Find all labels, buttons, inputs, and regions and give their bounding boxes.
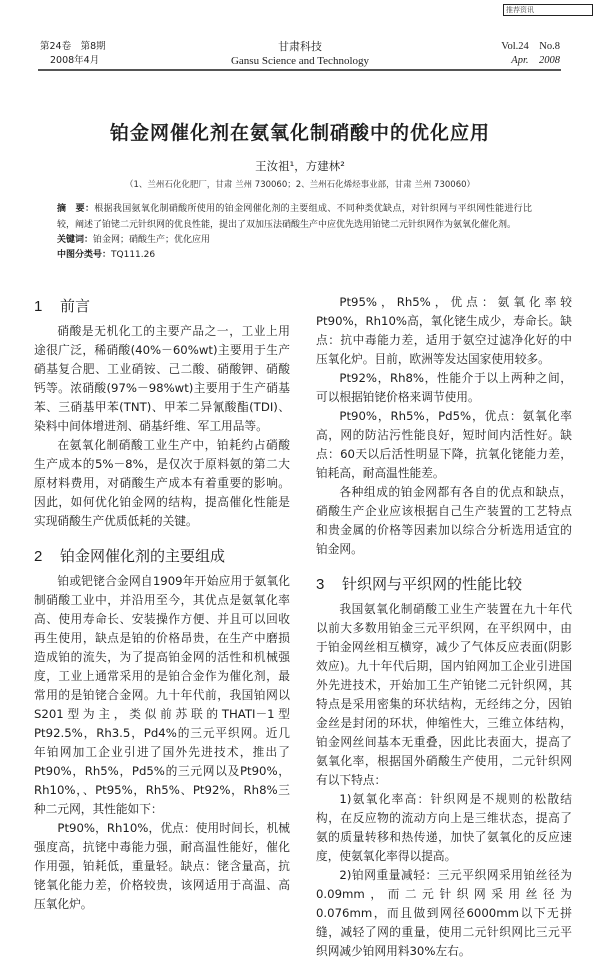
affiliation: （1、兰州石化化肥厂，甘肃 兰州 730060；2、兰州石化烯烃事业部，甘肃 兰州 730060） <box>124 180 476 190</box>
date-en: Apr. 2008 <box>511 55 560 66</box>
classification <box>57 248 532 263</box>
section-title: 前言 <box>60 297 91 315</box>
paragraph: 硝酸是无机化工的主要产品之一，工业上用途很广泛，稀硝酸(40%－60%wt)主要用于生产硝基复合肥、工业硝铵、己二酸、硝酸钾、硝酸钙等。浓硝酸(97%－98%wt)主要用于生产硝基苯、三硝基甲苯(TNT)、甲苯二异氰酸酯(TDI)、染料中间体增进剂、硝基纤维、军工用品等。 <box>34 324 290 433</box>
keywords-text: 铂金网；硝酸生产；优化应用 <box>93 235 211 245</box>
paragraph: 铂或钯铑合金网自1909年开始应用于氨氧化制硝酸工业中，并沿用至今，其优点是氨氧化率高、使用寿命长、安装操作方便、并且可以回收再生使用，缺点是铂的价格昂贵，在生产中磨损造成铂的流失，为了提高铂金网的活性和机械强度，工业上通常采用的是铂合金作为催化剂，最常用的是铂铑合金网。九十年代前，我国铂网以S201型为主，类似前苏联的THATI－1型Pt92.5%，Rh3.5，Pd4%的三元平织网。近几年铂网加工企业引进了国外先进技术，推出了Pt90%，Rh5%，Pd5%的三元网以及Pt90%，Rh10%，、Pt95%，Rh5%、Pt92%，Rh8%三种二元网，其性能如下： <box>34 574 290 816</box>
section-number: 1 <box>34 298 43 315</box>
authors: 王汝祖¹，方建林² <box>255 159 345 173</box>
section-number: 2 <box>34 548 43 565</box>
right-column <box>316 293 572 961</box>
paragraph: Pt95%，Rh5%，优点：氨氧化率较Pt90%，Rh10%高，氧化铑生成少，寿命长。缺点：抗中毒能力差，适用于氨空过滤净化好的中压氧化炉。目前，欧洲等发达国家使用较多。 <box>316 295 572 366</box>
volume-issue-cn: 第24卷 第8期 <box>40 41 106 52</box>
journal-name-cn: 甘肃科技 <box>278 40 322 53</box>
paragraph: Pt90%，Rh10%，优点：使用时间长，机械强度高，抗铑中毒能力强，耐高温性能好，催化作用强，铂耗低，重量轻。缺点：铑含量高，抗铑氧化能力差，价格较贵，该网适用于高温、高压氧化炉。 <box>34 821 290 911</box>
paragraph: 我国氨氧化制硝酸工业生产装置在九十年代以前大多数用铂金三元平织网，在平织网中，由于铂金网丝相互横穿，减少了气体反应表面(阴影效应)。九十年代后期，国内铂网加工企业引进国外先进技术，开始加工生产铂铑二元针织网，其特点是采用密集的环状结构，无经纬之分，因铂金丝是封闭的环状，伸缩性大，三维立体结构，铂金网丝间基本无重叠，因此比表面大，提高了氨氧化率，根据国外硝酸生产使用，二元针织网有以下特点： <box>316 602 572 787</box>
classification-label: 中图分类号： <box>57 250 112 260</box>
section-title: 针织网与平织网的性能比较 <box>342 575 523 593</box>
paper-title: 铂金网催化剂在氨氧化制硝酸中的优化应用 <box>109 122 490 144</box>
paragraph: 2)铂网重量减轻：三元平织网采用铂丝径为0.09mm，而二元针织网采用丝径为0.076mm，而且做到网径6000mm以下无拼缝，减轻了网的重量，使用二元针织网比三元平织网减少铂网用料30%左右。 <box>316 868 572 958</box>
abstract <box>57 201 532 233</box>
journal-name-en: Gansu Science and Technology <box>230 55 369 67</box>
keywords <box>57 233 532 248</box>
abstract-text: 根据我国氨氧化制硝酸所使用的铂金网催化剂的主要组成、不同种类优缺点，对针织网与平织网性能进行比较，阐述了铂铑二元针织网的优良性能，提出了双加压法硝酸生产中应优先选用铂铑二元针织网作为氨氧化催化剂。 <box>57 204 532 230</box>
recommended-news-tag[interactable]: 推荐资讯 <box>503 4 593 16</box>
header-rule <box>38 69 561 71</box>
abstract-block <box>57 201 532 263</box>
section-heading <box>34 545 290 568</box>
left-column <box>34 293 290 914</box>
section-heading <box>316 573 572 596</box>
paragraph: 1)氨氧化率高：针织网是不规则的松散结构，在反应物的流动方向上是三维状态，提高了氨的质量转移和热传递，加快了氨氧化的反应速度，使氨氧化率得以提高。 <box>316 792 572 863</box>
header-right <box>501 40 560 68</box>
paragraph: Pt92%，Rh8%，性能介于以上两种之间，可以根据铂铑价格来调节使用。 <box>316 371 572 404</box>
abstract-label: 摘 要： <box>57 204 95 214</box>
section-number: 3 <box>316 576 325 593</box>
paragraph: Pt90%，Rh5%，Pd5%，优点：氨氧化率高，网的防沾污性能良好，短时间内活性好。缺点：60天以后活性明显下降，抗氧化铑能力差，铂耗高，耐高温性能差。 <box>316 409 572 480</box>
section-title: 铂金网催化剂的主要组成 <box>60 547 226 565</box>
classification-code: TQ111.26 <box>111 250 156 260</box>
volume-issue-en: Vol.24 No.8 <box>501 41 560 52</box>
section-heading <box>34 295 290 318</box>
paragraph: 在氨氧化制硝酸工业生产中，铂耗约占硝酸生产成本的5%－8%，是仅次于原料氨的第二大原材料费用，对硝酸生产成本有着重要的影响。因此，如何优化铂金网的结构，提高催化性能是实现硝酸生产优质低耗的关键。 <box>34 438 290 528</box>
date-cn: 2008年4月 <box>50 55 100 66</box>
keywords-label: 关键词： <box>57 235 94 245</box>
paragraph: 各种组成的铂金网都有各自的优点和缺点，硝酸生产企业应该根据自己生产装置的工艺特点和贵金属的价格等因素加以综合分析选用适宜的铂金网。 <box>316 485 572 556</box>
